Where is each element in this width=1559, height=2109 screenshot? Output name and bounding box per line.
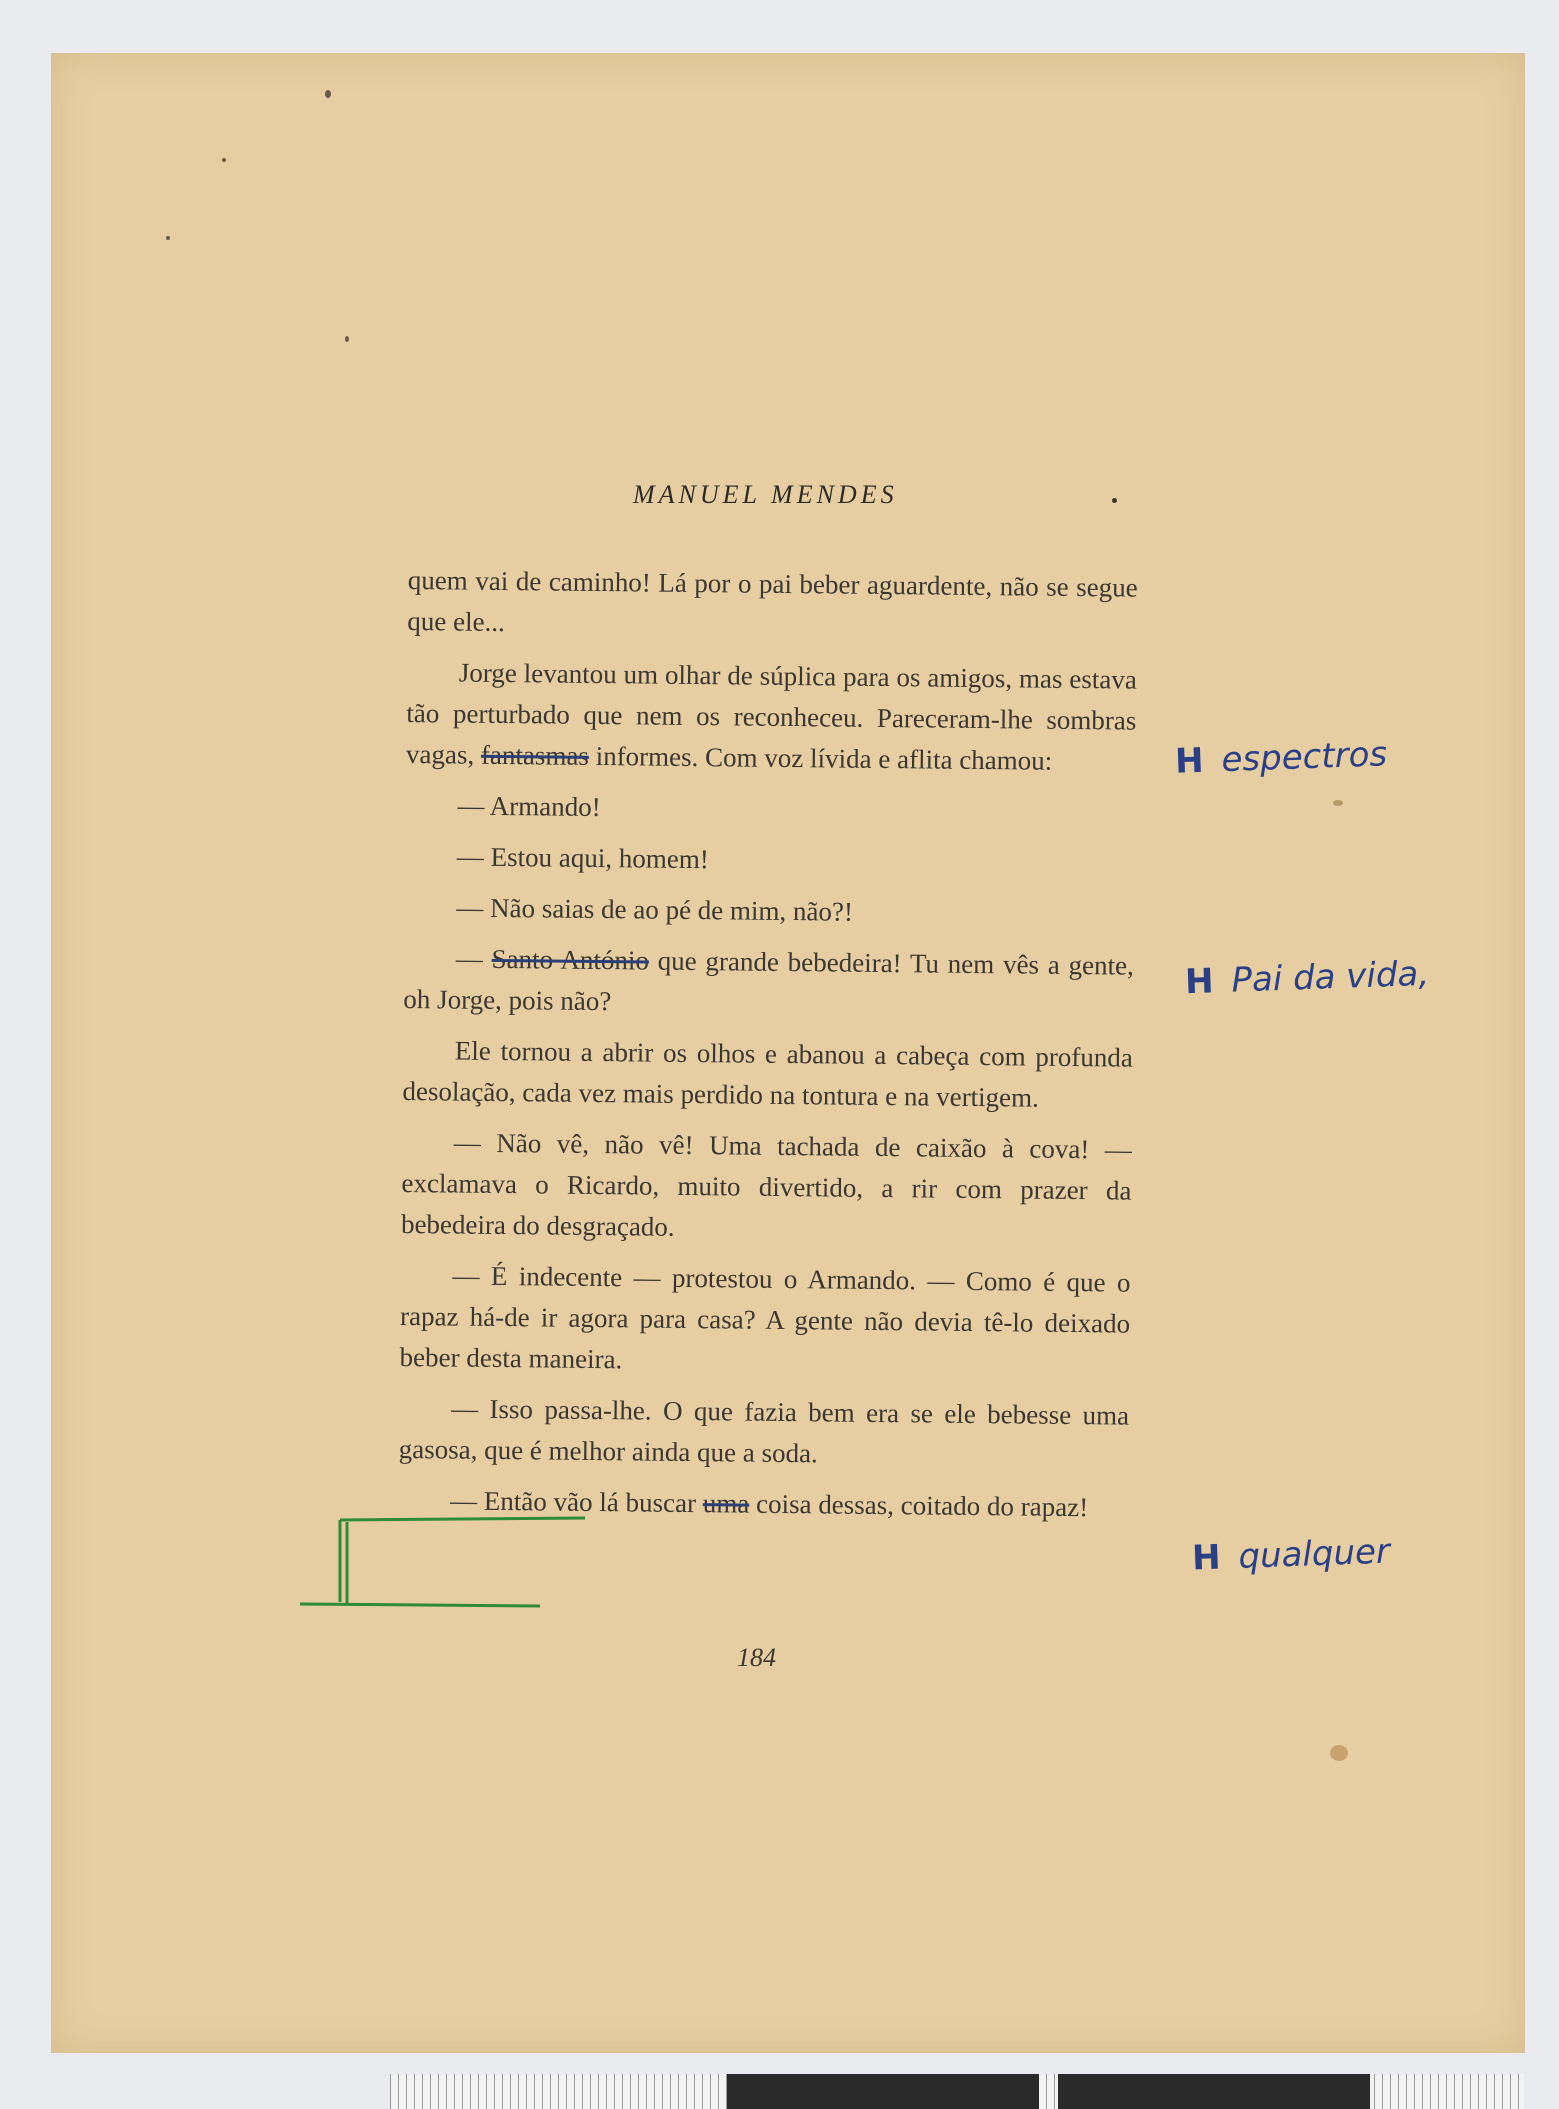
paper-speck (345, 336, 349, 342)
paragraph: Jorge levantou um olhar de súplica para os amigos, mas estava tão perturbado que nem os reconheceu. Pareceram-lhe sombras vagas, fantasmas informes. Com voz lívida e aflita chamou: (405, 657, 1137, 776)
paragraph: — Isso passa-lhe. O que fazia bem era se ele bebesse uma gasosa, que é melhor ainda que a soda. (398, 1393, 1130, 1469)
struck-word: fantasmas (480, 739, 590, 771)
margin-annotation: H espectros (1174, 734, 1388, 782)
paragraph: — Então vão lá buscar uma coisa dessas, coitado do rapaz! (449, 1485, 1089, 1523)
paper-speck (1333, 800, 1343, 806)
paragraph: — Armando! (457, 790, 601, 823)
ruler-block (1058, 2074, 1370, 2109)
ruler-block (727, 2074, 1039, 2109)
margin-annotation: H qualquer (1191, 1531, 1391, 1579)
paragraph: — Estou aqui, homem! (456, 841, 710, 875)
paragraph: quem vai de caminho! Lá por o pai beber aguardente, não se segue que ele... (407, 564, 1138, 638)
margin-annotation: H Pai da vida, (1184, 953, 1430, 1003)
struck-word: Santo António (491, 943, 650, 976)
paragraph: — Não vê, não vê! Uma tachada de caixão à cova! — exclamava o Ricardo, muito divertido, a rir com prazer da bebedeira do desgraçado. (400, 1127, 1133, 1242)
paper-stain (1330, 1745, 1348, 1761)
header-dot (1112, 498, 1117, 503)
struck-word: uma (702, 1488, 750, 1519)
paragraph: Ele tornou a abrir os olhos e abanou a cabeça com profunda desolação, cada vez mais perdido na tontura e na vertigem. (402, 1035, 1133, 1113)
scale-ruler (390, 2074, 1524, 2109)
paper-speck (325, 90, 331, 98)
paragraph: — É indecente — protestou o Armando. — Como é que o rapaz há-de ir agora para casa? A gente não devia tê-lo deixado beber desta maneira. (399, 1260, 1131, 1375)
green-bracket-mark (295, 1510, 595, 1610)
running-header: MANUEL MENDES (633, 480, 898, 509)
paragraph: — Santo António que grande bebedeira! Tu nem vês a gente, oh Jorge, pois não? (403, 943, 1134, 1017)
paper-speck (222, 158, 226, 162)
paragraph: — Não saias de ao pé de mim, não?! (456, 892, 854, 927)
page-number: 184 (737, 1643, 776, 1672)
paper-speck (166, 236, 170, 240)
body-text (398, 560, 1138, 1539)
